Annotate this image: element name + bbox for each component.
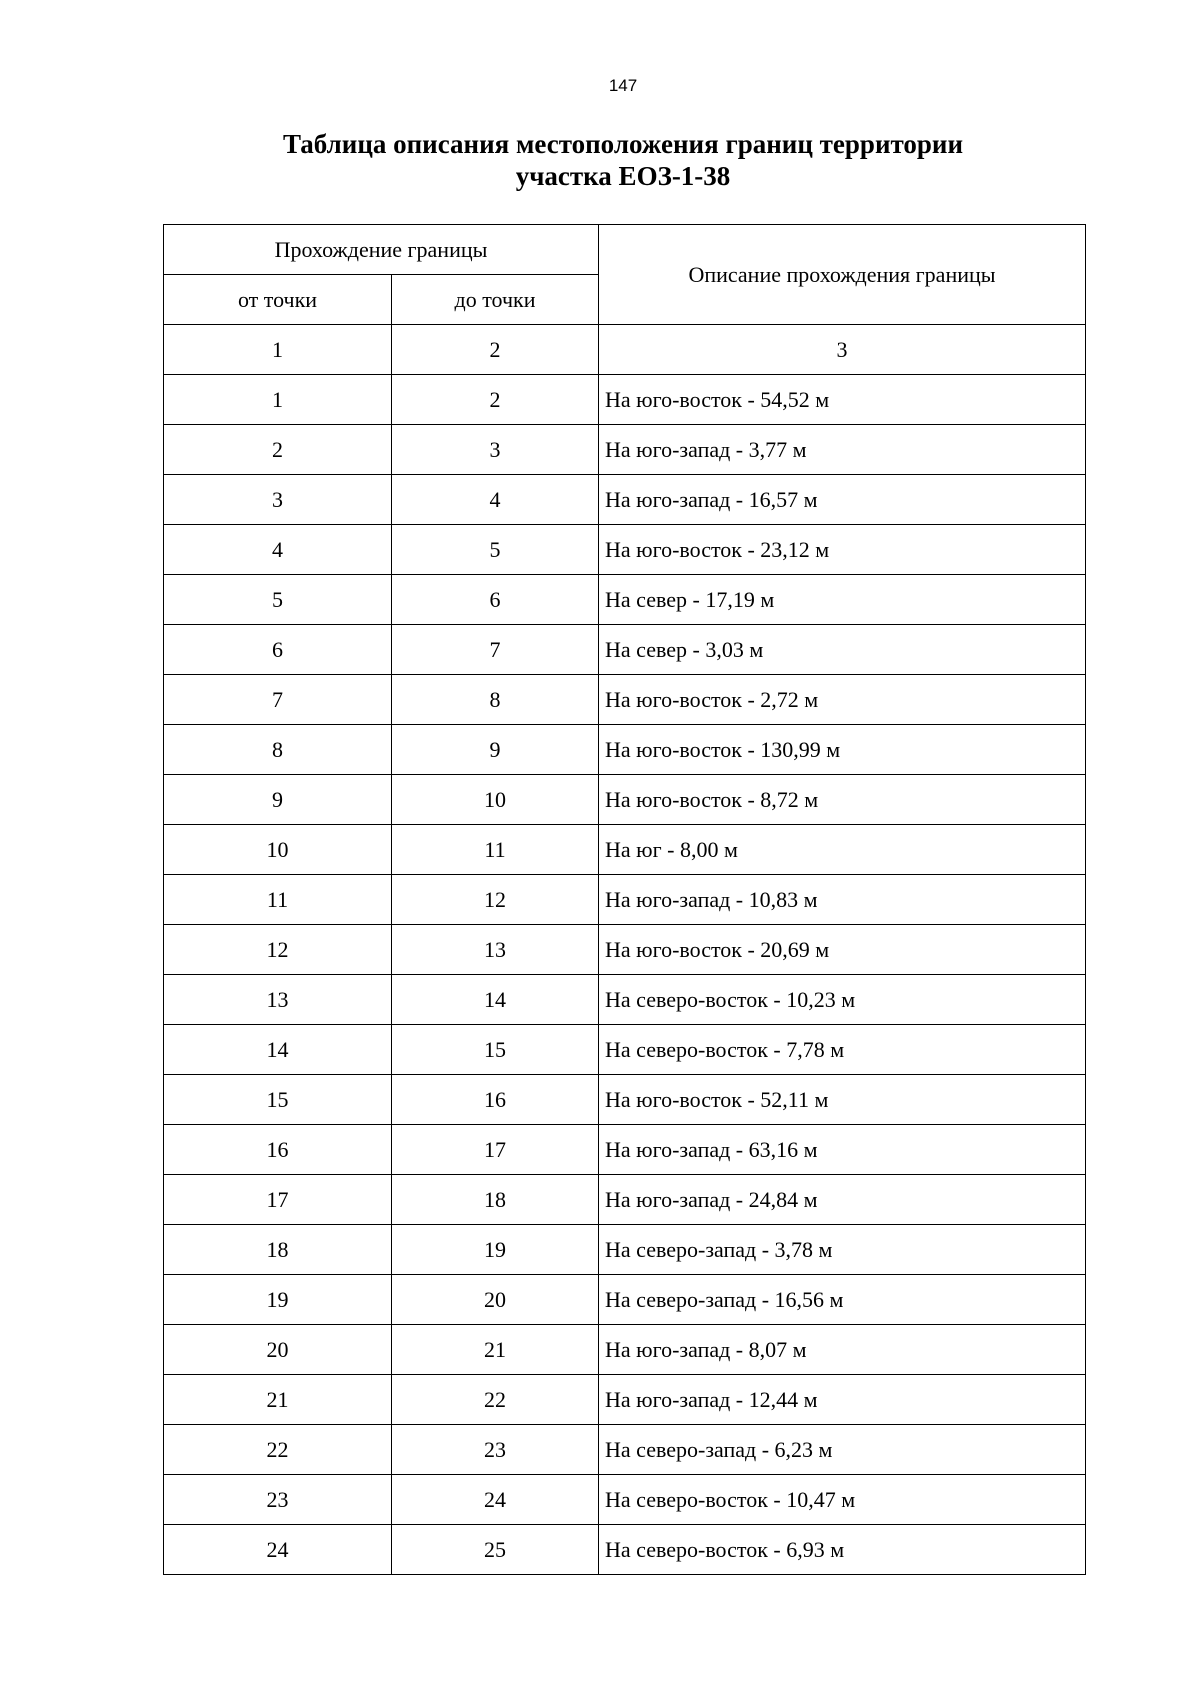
from-point-cell: 12 [164, 925, 392, 975]
table-row [164, 1425, 1086, 1475]
from-point-cell: 4 [164, 525, 392, 575]
from-point-cell: 16 [164, 1125, 392, 1175]
description-cell: На юго-восток - 8,72 м [599, 775, 1086, 825]
from-point-cell: 17 [164, 1175, 392, 1225]
table-row [164, 1175, 1086, 1225]
table-row [164, 1275, 1086, 1325]
to-point-cell: 18 [392, 1175, 599, 1225]
description-cell: На юг - 8,00 м [599, 825, 1086, 875]
column-number-3: 3 [599, 325, 1086, 375]
description-cell: На северо-восток - 7,78 м [599, 1025, 1086, 1075]
table-row [164, 1125, 1086, 1175]
from-point-cell: 21 [164, 1375, 392, 1425]
from-point-cell: 6 [164, 625, 392, 675]
description-cell: На северо-восток - 6,93 м [599, 1525, 1086, 1575]
to-point-cell: 13 [392, 925, 599, 975]
to-point-cell: 19 [392, 1225, 599, 1275]
description-cell: На юго-запад - 10,83 м [599, 875, 1086, 925]
description-cell: На юго-запад - 8,07 м [599, 1325, 1086, 1375]
description-cell: На юго-запад - 12,44 м [599, 1375, 1086, 1425]
table-row [164, 1375, 1086, 1425]
description-cell: На юго-восток - 2,72 м [599, 675, 1086, 725]
description-cell: На юго-восток - 130,99 м [599, 725, 1086, 775]
to-point-cell: 20 [392, 1275, 599, 1325]
to-point-cell: 9 [392, 725, 599, 775]
column-number-row [164, 325, 1086, 375]
from-point-cell: 8 [164, 725, 392, 775]
to-point-cell: 6 [392, 575, 599, 625]
table-row [164, 525, 1086, 575]
to-point-cell: 17 [392, 1125, 599, 1175]
table-row [164, 1075, 1086, 1125]
header-from-point: от точки [164, 275, 392, 325]
to-point-cell: 24 [392, 1475, 599, 1525]
table-row [164, 1475, 1086, 1525]
to-point-cell: 7 [392, 625, 599, 675]
column-number-1: 1 [164, 325, 392, 375]
description-cell: На северо-восток - 10,47 м [599, 1475, 1086, 1525]
document-title-line-1: Таблица описания местоположения границ территории [282, 129, 964, 159]
table-row [164, 425, 1086, 475]
header-description: Описание прохождения границы [599, 225, 1086, 325]
to-point-cell: 14 [392, 975, 599, 1025]
table-row [164, 1325, 1086, 1375]
description-cell: На север - 3,03 м [599, 625, 1086, 675]
description-cell: На юго-восток - 54,52 м [599, 375, 1086, 425]
table-row [164, 625, 1086, 675]
table-row [164, 925, 1086, 975]
from-point-cell: 10 [164, 825, 392, 875]
boundary-description-table [163, 224, 1086, 1575]
to-point-cell: 8 [392, 675, 599, 725]
table-row [164, 1525, 1086, 1575]
description-cell: На юго-запад - 16,57 м [599, 475, 1086, 525]
table-row [164, 575, 1086, 625]
from-point-cell: 3 [164, 475, 392, 525]
table-row [164, 675, 1086, 725]
from-point-cell: 15 [164, 1075, 392, 1125]
column-number-2: 2 [392, 325, 599, 375]
to-point-cell: 23 [392, 1425, 599, 1475]
to-point-cell: 25 [392, 1525, 599, 1575]
description-cell: На северо-запад - 3,78 м [599, 1225, 1086, 1275]
to-point-cell: 11 [392, 825, 599, 875]
header-to-point: до точки [392, 275, 599, 325]
description-cell: На юго-восток - 20,69 м [599, 925, 1086, 975]
from-point-cell: 1 [164, 375, 392, 425]
page-number: 147 [608, 76, 638, 95]
table-row [164, 1025, 1086, 1075]
description-cell: На юго-запад - 63,16 м [599, 1125, 1086, 1175]
to-point-cell: 16 [392, 1075, 599, 1125]
to-point-cell: 5 [392, 525, 599, 575]
header-row-1 [164, 225, 1086, 275]
table-row [164, 975, 1086, 1025]
table-row [164, 475, 1086, 525]
from-point-cell: 11 [164, 875, 392, 925]
to-point-cell: 22 [392, 1375, 599, 1425]
to-point-cell: 21 [392, 1325, 599, 1375]
from-point-cell: 22 [164, 1425, 392, 1475]
from-point-cell: 5 [164, 575, 392, 625]
table-body [164, 225, 1086, 1575]
table-row [164, 775, 1086, 825]
description-cell: На юго-запад - 3,77 м [599, 425, 1086, 475]
from-point-cell: 2 [164, 425, 392, 475]
to-point-cell: 3 [392, 425, 599, 475]
to-point-cell: 4 [392, 475, 599, 525]
description-cell: На север - 17,19 м [599, 575, 1086, 625]
table-row [164, 875, 1086, 925]
from-point-cell: 9 [164, 775, 392, 825]
from-point-cell: 20 [164, 1325, 392, 1375]
table-row [164, 375, 1086, 425]
document-title-line-2: участка ЕОЗ-1-38 [515, 161, 731, 191]
description-cell: На юго-запад - 24,84 м [599, 1175, 1086, 1225]
to-point-cell: 12 [392, 875, 599, 925]
from-point-cell: 14 [164, 1025, 392, 1075]
description-cell: На северо-запад - 6,23 м [599, 1425, 1086, 1475]
document-title [0, 128, 1200, 192]
table-row [164, 825, 1086, 875]
from-point-cell: 13 [164, 975, 392, 1025]
table-row [164, 725, 1086, 775]
description-cell: На юго-восток - 23,12 м [599, 525, 1086, 575]
from-point-cell: 7 [164, 675, 392, 725]
from-point-cell: 24 [164, 1525, 392, 1575]
table-row [164, 1225, 1086, 1275]
to-point-cell: 10 [392, 775, 599, 825]
from-point-cell: 18 [164, 1225, 392, 1275]
to-point-cell: 15 [392, 1025, 599, 1075]
to-point-cell: 2 [392, 375, 599, 425]
description-cell: На юго-восток - 52,11 м [599, 1075, 1086, 1125]
description-cell: На северо-запад - 16,56 м [599, 1275, 1086, 1325]
header-boundary-passage: Прохождение границы [164, 225, 599, 275]
from-point-cell: 19 [164, 1275, 392, 1325]
from-point-cell: 23 [164, 1475, 392, 1525]
description-cell: На северо-восток - 10,23 м [599, 975, 1086, 1025]
